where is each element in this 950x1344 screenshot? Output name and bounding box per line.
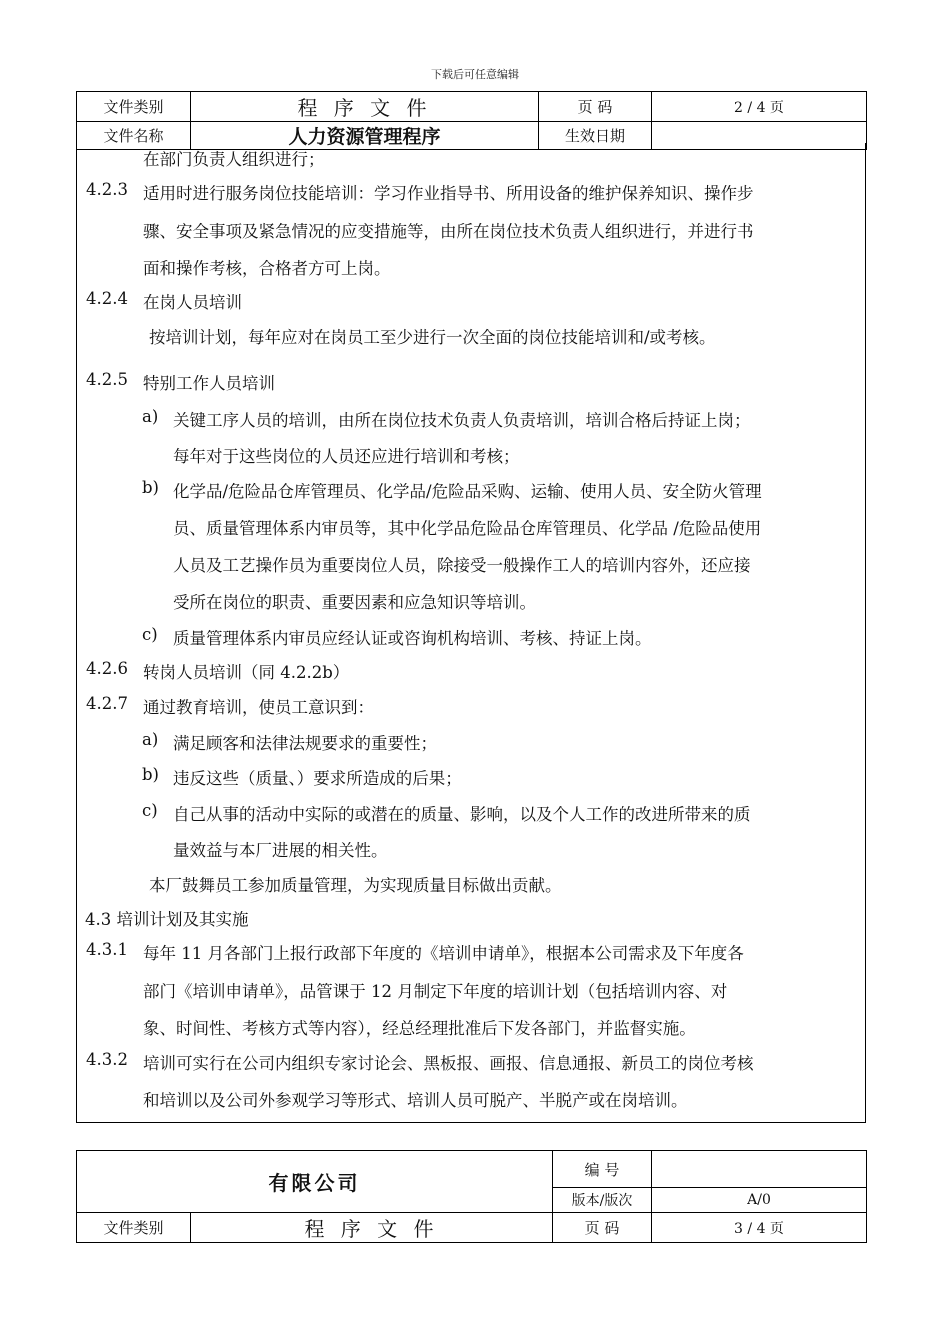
- effective-date-label: 生效日期: [539, 122, 652, 150]
- list-marker: c): [142, 801, 158, 820]
- body-line: 化学品/危险品仓库管理员、化学品/危险品采购、运输、使用人员、安全防火管理: [173, 482, 762, 501]
- body-line: 量效益与本厂进展的相关性。: [173, 841, 388, 860]
- list-marker: b): [142, 478, 159, 497]
- body-line: 本厂鼓舞员工参加质量管理，为实现质量目标做出贡献。: [149, 876, 562, 895]
- body-line: 骤、安全事项及紧急情况的应变措施等，由所在岗位技术负责人组织进行，并进行书: [143, 222, 754, 241]
- number-label: 编 号: [553, 1151, 652, 1188]
- file-type-value: 程 序 文 件: [191, 1213, 553, 1243]
- section-number: 4.2.3: [86, 180, 128, 199]
- page-value: 2 / 4 页: [652, 92, 867, 122]
- body-line: 象、时间性、考核方式等内容），经总经理批准后下发各部门，并监督实施。: [143, 1019, 696, 1038]
- body-line: 在部门负责人组织进行；: [143, 150, 325, 169]
- body-line: 转岗人员培训（同 4.2.2b）: [143, 663, 350, 682]
- body-line: 和培训以及公司外参观学习等形式、培训人员可脱产、半脱产或在岗培训。: [143, 1091, 688, 1110]
- body-line: 适用时进行服务岗位技能培训：学习作业指导书、所用设备的维护保养知识、操作步: [143, 184, 754, 203]
- body-line: 人员及工艺操作员为重要岗位人员，除接受一般操作工人的培训内容外，还应接: [173, 556, 751, 575]
- body-line: 每年 11 月各部门上报行政部下年度的《培训申请单》，根据本公司需求及下年度各: [143, 944, 744, 963]
- section-number: 4.2.5: [86, 370, 128, 389]
- section-heading: 4.3 培训计划及其实施: [85, 910, 249, 929]
- list-marker: b): [142, 765, 159, 784]
- body-line: 特别工作人员培训: [143, 374, 275, 393]
- body-line: 培训可实行在公司内组织专家讨论会、黑板报、画报、信息通报、新员工的岗位考核: [143, 1054, 754, 1073]
- next-page-header-table: [76, 1150, 867, 1243]
- body-line: 每年对于这些岗位的人员还应进行培训和考核；: [173, 447, 520, 466]
- body-line: 按培训计划，每年应对在岗员工至少进行一次全面的岗位技能培训和/或考核。: [149, 328, 716, 347]
- file-type-label: 文件类别: [77, 1213, 191, 1243]
- list-marker: a): [142, 730, 159, 749]
- section-number: 4.2.4: [86, 289, 128, 308]
- body-line: 满足顾客和法律法规要求的重要性；: [173, 734, 437, 753]
- company-name: 有限公司: [77, 1151, 553, 1213]
- body-line: 通过教育培训，使员工意识到：: [143, 698, 374, 717]
- version-value: A/0: [652, 1188, 867, 1213]
- list-marker: c): [142, 625, 158, 644]
- section-number: 4.3.1: [86, 940, 128, 959]
- body-line: 自己从事的活动中实际的或潜在的质量、影响，以及个人工作的改进所带来的质: [173, 805, 751, 824]
- file-name-value: 人力资源管理程序: [191, 122, 539, 150]
- page-label: 页 码: [553, 1213, 652, 1243]
- page-value: 3 / 4 页: [652, 1213, 867, 1243]
- top-note: 下载后可任意编辑: [431, 68, 519, 81]
- body-line: 关键工序人员的培训，由所在岗位技术负责人负责培训，培训合格后持证上岗；: [173, 411, 751, 430]
- document-header-table: [76, 91, 867, 150]
- document-body: [76, 143, 866, 1123]
- body-line: 受所在岗位的职责、重要因素和应急知识等培训。: [173, 593, 536, 612]
- list-marker: a): [142, 407, 159, 426]
- file-type-value: 程 序 文 件: [191, 92, 539, 122]
- section-number: 4.2.7: [86, 694, 128, 713]
- section-number: 4.2.6: [86, 659, 128, 678]
- body-line: 员、质量管理体系内审员等，其中化学品危险品仓库管理员、化学品 /危险品使用: [173, 519, 762, 538]
- body-line: 面和操作考核，合格者方可上岗。: [143, 259, 391, 278]
- body-line: 在岗人员培训: [143, 293, 242, 312]
- page-label: 页 码: [539, 92, 652, 122]
- file-name-label: 文件名称: [77, 122, 191, 150]
- file-type-label: 文件类别: [77, 92, 191, 122]
- body-line: 违反这些（质量、）要求所造成的后果；: [173, 769, 462, 788]
- section-number: 4.3.2: [86, 1050, 128, 1069]
- number-value: [652, 1151, 867, 1188]
- body-line: 质量管理体系内审员应经认证或咨询机构培训、考核、持证上岗。: [173, 629, 652, 648]
- body-line: 部门《培训申请单》，品管课于 12 月制定下年度的培训计划（包括培训内容、对: [143, 982, 728, 1001]
- version-label: 版本/版次: [553, 1188, 652, 1213]
